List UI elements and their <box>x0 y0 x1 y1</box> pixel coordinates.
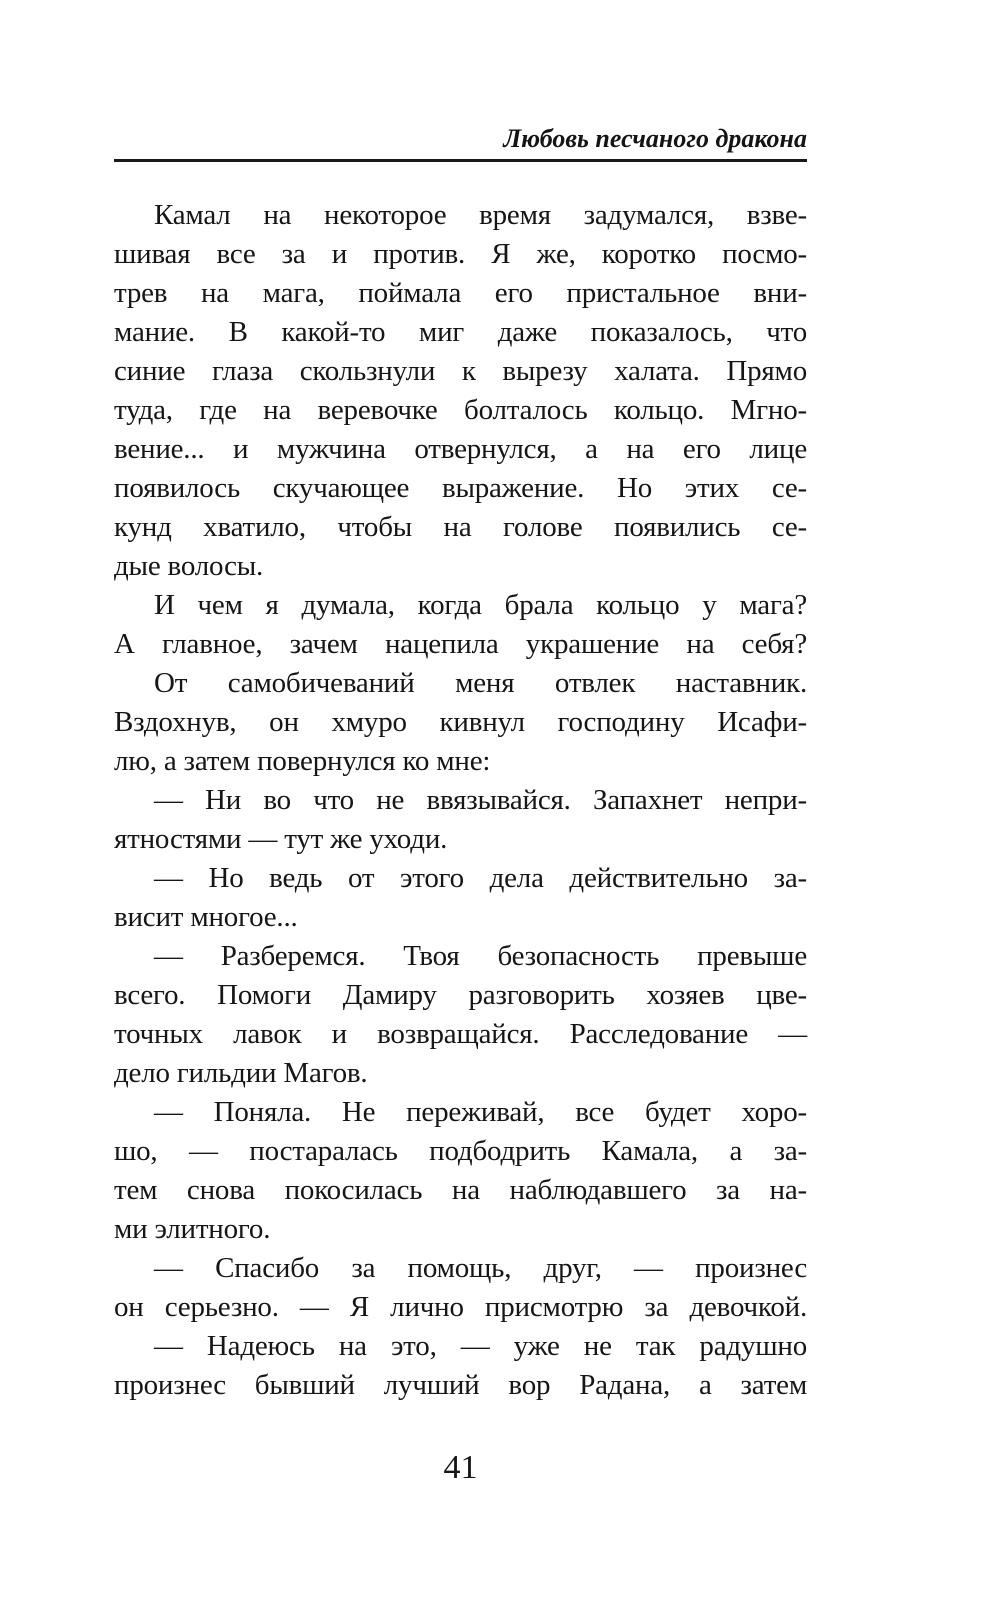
text-line: висит многое... <box>114 901 298 933</box>
text-line: тем снова покосилась на наблюдавшего за на- <box>114 1174 807 1206</box>
text-line: — Поняла. Не переживай, все будет хоро- <box>154 1096 807 1128</box>
text-line: дые волосы. <box>114 550 264 582</box>
text-line: трев на мага, поймала его пристальное вни- <box>114 277 807 309</box>
page-number: 41 <box>443 1449 478 1486</box>
text-line: ми элитного. <box>114 1213 271 1245</box>
body-text <box>114 196 807 1405</box>
text-line: туда, где на веревочке болталось кольцо. Мгно- <box>114 394 807 426</box>
text-line: ятностями — тут же уходи. <box>114 823 448 855</box>
text-line: — Спасибо за помощь, друг, — произнес <box>154 1252 807 1284</box>
text-line: И чем я думала, когда брала кольцо у мага? <box>154 589 807 621</box>
text-line: всего. Помоги Дамиру разговорить хозяев цве- <box>114 979 807 1011</box>
text-line: точных лавок и возвращайся. Расследование — <box>114 1018 807 1050</box>
text-line: А главное, зачем нацепила украшение на себя? <box>114 628 807 660</box>
text-line: появилось скучающее выражение. Но этих се- <box>114 472 807 504</box>
header-rule <box>114 159 807 162</box>
text-line: лю, а затем повернулся ко мне: <box>114 745 491 777</box>
text-line: синие глаза скользнули к вырезу халата. Прямо <box>114 355 807 387</box>
text-line: мание. В какой-то миг даже показалось, что <box>114 316 807 348</box>
text-line: Вздохнув, он хмуро кивнул господину Исафи- <box>114 706 807 738</box>
text-line: — Но ведь от этого дела действительно за- <box>154 862 807 894</box>
text-line: дело гильдии Магов. <box>114 1057 368 1089</box>
text-line: — Ни во что не ввязывайся. Запахнет непри- <box>154 784 807 816</box>
text-line: произнес бывший лучший вор Радана, а затем <box>114 1369 807 1401</box>
text-line: шивая все за и против. Я же, коротко посмо- <box>114 238 807 270</box>
text-line: он серьезно. — Я лично присмотрю за девочкой. <box>114 1291 807 1323</box>
text-line: кунд хватило, чтобы на голове появились се- <box>114 511 807 543</box>
text-line: — Надеюсь на это, — уже не так радушно <box>154 1330 807 1362</box>
text-line: шо, — постаралась подбодрить Камала, а за- <box>114 1135 807 1167</box>
text-line: Камал на некоторое время задумался, взве- <box>154 199 807 231</box>
text-line: От самобичеваний меня отвлек наставник. <box>154 667 807 699</box>
text-line: — Разберемся. Твоя безопасность превыше <box>154 940 807 972</box>
running-header-title: Любовь песчаного дракона <box>503 124 807 153</box>
text-line: вение... и мужчина отвернулся, а на его лице <box>114 433 807 465</box>
